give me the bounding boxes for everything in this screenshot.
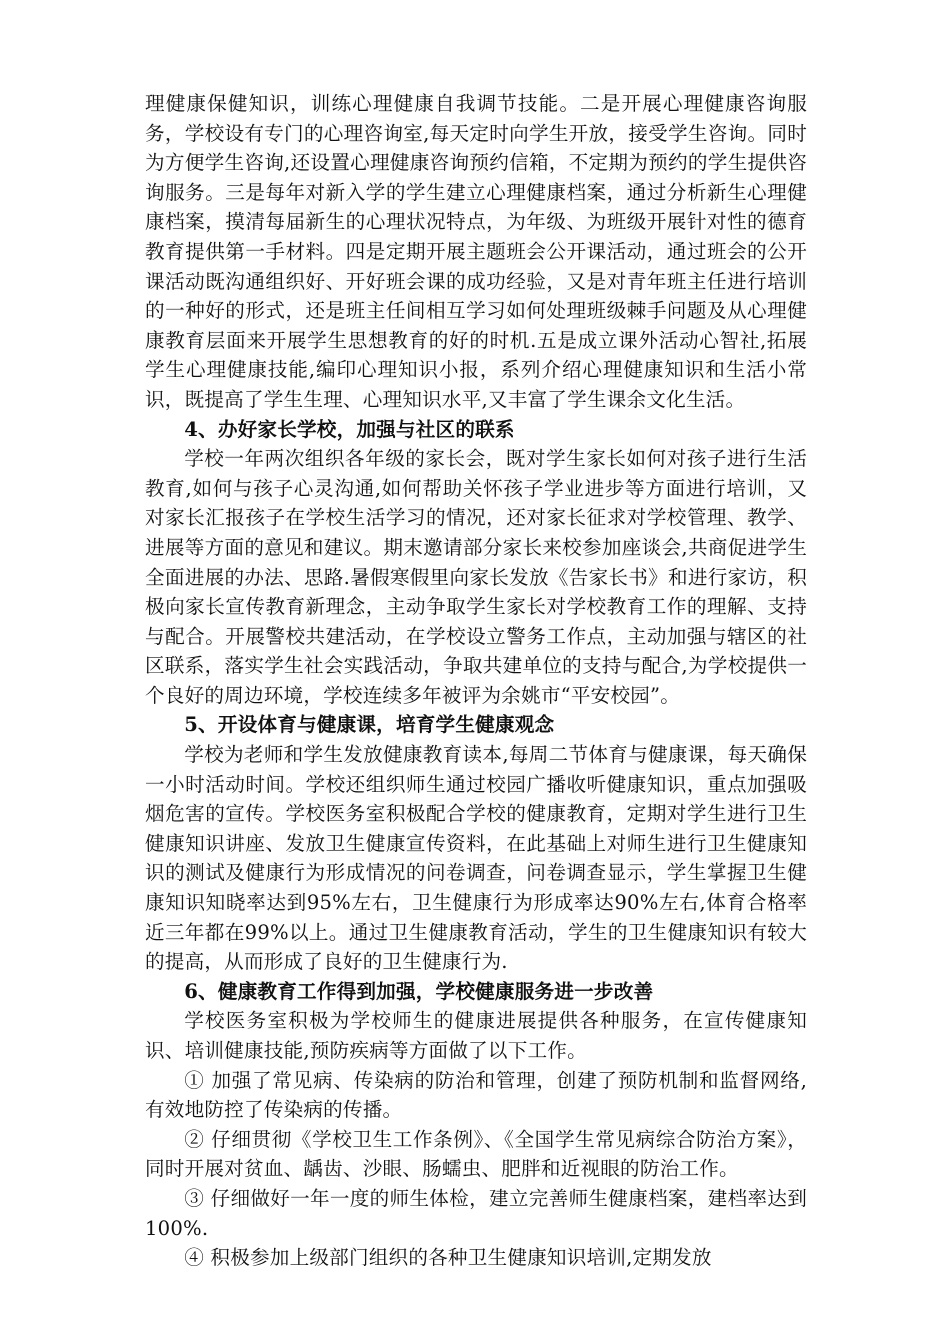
section-heading-4: 4、办好家长学校，加强与社区的联系 bbox=[184, 417, 515, 441]
list-item-1: ① 加强了常见病、传染病的防治和管理，创建了预防机制和监督网络,有效地防控了传染病的传播。 bbox=[145, 1068, 807, 1122]
body-paragraph-2: 学校一年两次组织各年级的家长会，既对学生家长如何对孩子进行生活教育,如何与孩子心灵沟通,如何帮助关怀孩子学业进步等方面进行培训，又对家长汇报孩子在学校生活学习的情况，还对家长征求对学校管理、教学、进展等方面的意见和建议。期末邀请部分家长来校参加座谈会,共商促进学生全面进展的办法、思路.暑假寒假里向家长发放《告家长书》和进行家访，积极向家长宣传教育新理念，主动争取学生家长对学校教育工作的理解、支持与配合。开展警校共建活动，在学校设立警务工作点，主动加强与辖区的社区联系，落实学生社会实践活动，争取共建单位的支持与配合,为学校提供一个良好的周边环境，学校连续多年被评为余姚市“平安校园”。 bbox=[145, 447, 807, 707]
list-item-4: ④ 积极参加上级部门组织的各种卫生健康知识培训,定期发放 bbox=[184, 1246, 712, 1270]
body-paragraph-4: 学校医务室积极为学校师生的健康进展提供各种服务，在宣传健康知识、培训健康技能,预防疾病等方面做了以下工作。 bbox=[145, 1009, 807, 1062]
body-paragraph-3: 学校为老师和学生发放健康教育读本,每周二节体育与健康课，每天确保一小时活动时间。学校还组织师生通过校园广播收听健康知识，重点加强吸烟危害的宣传。学校医务室积极配合学校的健康教育，定期对学生进行卫生健康知识讲座、发放卫生健康宣传资料，在此基础上对师生进行卫生健康知识的测试及健康行为形成情况的问卷调查，问卷调查显示，学生掌握卫生健康知识知晓率达到95%左右，卫生健康行为形成率达90%左右,体育合格率近三年都在99%以上。通过卫生健康教育活动，学生的卫生健康知识有较大的提高，从而形成了良好的卫生健康行为. bbox=[145, 743, 807, 974]
section-heading-6: 6、健康教育工作得到加强，学校健康服务进一步改善 bbox=[184, 979, 654, 1003]
document-page bbox=[145, 89, 807, 1273]
body-paragraph-1: 理健康保健知识，训练心理健康自我调节技能。二是开展心理健康咨询服务，学校设有专门的心理咨询室,每天定时向学生开放，接受学生咨询。同时为方便学生咨询,还设置心理健康咨询预约信箱，不定期为预约的学生提供咨询服务。三是每年对新入学的学生建立心理健康档案，通过分析新生心理健康档案，摸清每届新生的心理状况特点，为年级、为班级开展针对性的德育教育提供第一手材料。四是定期开展主题班会公开课活动，通过班会的公开课活动既沟通组织好、开好班会课的成功经验，又是对青年班主任进行培训的一种好的形式，还是班主任间相互学习如何处理班级棘手问题及从心理健康教育层面来开展学生思想教育的好的时机.五是成立课外活动心智社,拓展学生心理健康技能,编印心理知识小报，系列介绍心理健康知识和生活小常识，既提高了学生生理、心理知识水平,又丰富了学生课余文化生活。 bbox=[145, 92, 807, 411]
section-heading-5: 5、开设体育与健康课，培育学生健康观念 bbox=[184, 713, 555, 737]
list-item-3: ③ 仔细做好一年一度的师生体检，建立完善师生健康档案，建档率达到100%. bbox=[145, 1186, 807, 1240]
list-item-2: ② 仔细贯彻《学校卫生工作条例》、《全国学生常见病综合防治方案》，同时开展对贫血、龋齿、沙眼、肠蠕虫、肥胖和近视眼的防治工作。 bbox=[145, 1127, 807, 1181]
